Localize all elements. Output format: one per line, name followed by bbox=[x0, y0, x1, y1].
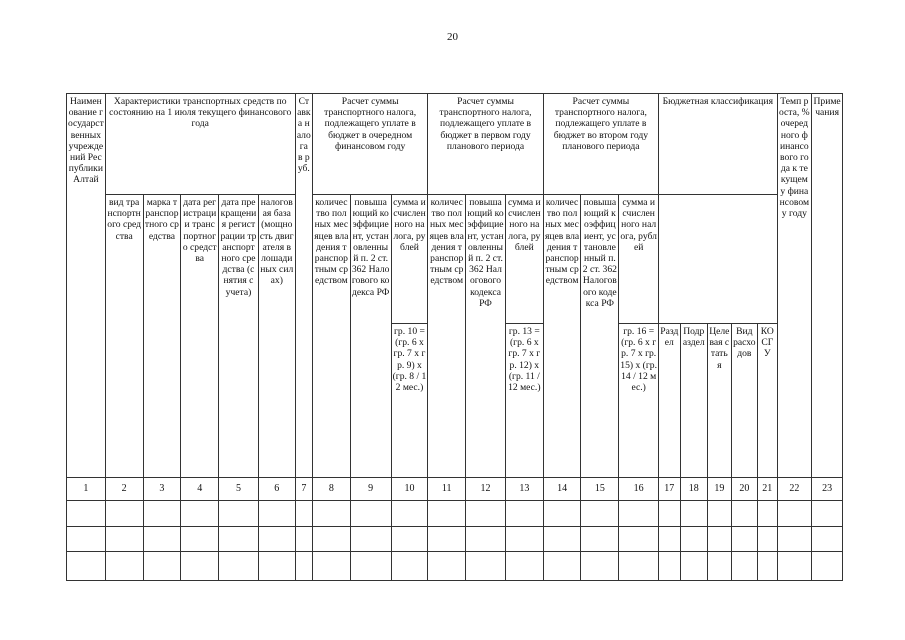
column-number: 23 bbox=[812, 478, 843, 501]
table-cell bbox=[258, 501, 295, 527]
table-cell bbox=[708, 527, 731, 552]
transport-tax-table bbox=[66, 93, 843, 581]
header-vehicle-characteristics: Характеристики транспортных средств по состоянию на 1 июля текущего финансового года bbox=[105, 94, 295, 195]
table-cell bbox=[731, 552, 758, 581]
header-institution-name: Наименование государственных учреждений Республики Алтай bbox=[67, 94, 106, 478]
sub-formula-current: гр. 10 = (гр. 6 x гр. 7 x гр. 9) x (гр. 8 / 12 мес.) bbox=[391, 324, 428, 478]
table-cell bbox=[659, 552, 680, 581]
table-cell bbox=[680, 552, 708, 581]
sub-formula-first: гр. 13 = (гр. 6 x гр. 7 x гр. 12) x (гр. 11 / 12 мес.) bbox=[505, 324, 543, 478]
table-cell bbox=[350, 527, 391, 552]
column-number: 11 bbox=[428, 478, 466, 501]
table-cell bbox=[466, 501, 506, 527]
table-row bbox=[67, 527, 843, 552]
table-cell bbox=[350, 501, 391, 527]
table-cell bbox=[181, 501, 219, 527]
table-cell bbox=[505, 552, 543, 581]
table-cell bbox=[143, 552, 181, 581]
table-cell bbox=[708, 552, 731, 581]
header-calc-second-plan-year: Расчет суммы транспортного налога, подлежащего уплате в бюджет во втором году планового периода bbox=[543, 94, 658, 195]
column-number: 4 bbox=[181, 478, 219, 501]
table-cell bbox=[181, 527, 219, 552]
sub-months-second: количество полных месяцев владения транспортным средством bbox=[543, 195, 581, 478]
table-cell bbox=[67, 501, 106, 527]
sub-target-article: Целевая статья bbox=[708, 324, 731, 478]
header-growth-rate: Темп роста, % очередного финансового года к текущему финансовому году bbox=[777, 94, 812, 478]
table-cell bbox=[428, 552, 466, 581]
table-cell bbox=[758, 501, 777, 527]
sub-formula-second: гр. 16 = (гр. 6 x гр. 7 x гр. 15) x (гр. 14 / 12 мес.) bbox=[619, 324, 659, 478]
table-cell bbox=[619, 527, 659, 552]
table-cell bbox=[812, 501, 843, 527]
header-budget-classification: Бюджетная классификация bbox=[659, 94, 777, 195]
sub-months-current: количество полных месяцев владения транспортным средством bbox=[312, 195, 350, 478]
table-cell bbox=[67, 527, 106, 552]
table-cell bbox=[143, 501, 181, 527]
column-number: 14 bbox=[543, 478, 581, 501]
table-cell bbox=[219, 552, 259, 581]
column-number: 22 bbox=[777, 478, 812, 501]
sub-months-first: количество полных месяцев владения транспортным средством bbox=[428, 195, 466, 478]
table-cell bbox=[219, 501, 259, 527]
column-number: 20 bbox=[731, 478, 758, 501]
column-number: 3 bbox=[143, 478, 181, 501]
sub-section: Раздел bbox=[659, 324, 680, 478]
table-cell bbox=[581, 552, 619, 581]
table-cell bbox=[350, 552, 391, 581]
table-cell bbox=[680, 501, 708, 527]
column-number: 10 bbox=[391, 478, 428, 501]
table-cell bbox=[258, 552, 295, 581]
table-cell bbox=[708, 501, 731, 527]
table-cell bbox=[758, 527, 777, 552]
sub-vehicle-brand: марка транспортного средства bbox=[143, 195, 181, 478]
table-cell bbox=[219, 527, 259, 552]
table-cell bbox=[619, 552, 659, 581]
table-cell bbox=[619, 501, 659, 527]
sub-tax-sum-current: сумма исчисленного налога, рублей bbox=[391, 195, 428, 324]
column-number: 16 bbox=[619, 478, 659, 501]
column-number: 6 bbox=[258, 478, 295, 501]
table-cell bbox=[295, 527, 312, 552]
table-row bbox=[67, 501, 843, 527]
sub-expense-type: Вид расходов bbox=[731, 324, 758, 478]
table-cell bbox=[731, 501, 758, 527]
table-cell bbox=[812, 527, 843, 552]
table-cell bbox=[581, 501, 619, 527]
table-cell bbox=[731, 527, 758, 552]
budget-spacer bbox=[659, 195, 777, 324]
header-calc-current-year: Расчет суммы транспортного налога, подлежащего уплате в бюджет в очередном финансовом году bbox=[312, 94, 427, 195]
table-cell bbox=[758, 552, 777, 581]
sub-coefficient-second: повышающий коэффициент, установленный п. 2 ст. 362 Налогового кодекса РФ bbox=[581, 195, 619, 478]
sub-tax-sum-second: сумма исчисленного налога, рублей bbox=[619, 195, 659, 324]
sub-kosgu: КОСГУ bbox=[758, 324, 777, 478]
table-cell bbox=[505, 501, 543, 527]
table-row bbox=[67, 552, 843, 581]
table-cell bbox=[391, 501, 428, 527]
table-cell bbox=[312, 552, 350, 581]
table-cell bbox=[312, 501, 350, 527]
table-cell bbox=[543, 527, 581, 552]
column-number: 21 bbox=[758, 478, 777, 501]
table-cell bbox=[295, 552, 312, 581]
table-cell bbox=[181, 552, 219, 581]
sub-coefficient-first: повышающий коэффициент, установленный п. 2 ст. 362 Налогового кодекса РФ bbox=[466, 195, 506, 478]
sub-tax-base: налоговая база (мощность двигателя в лошадиных силах) bbox=[258, 195, 295, 478]
column-number: 18 bbox=[680, 478, 708, 501]
sub-deregistration-date: дата прекращения регистрации транспортного средства (снятия с учета) bbox=[219, 195, 259, 478]
column-number: 7 bbox=[295, 478, 312, 501]
table-cell bbox=[466, 527, 506, 552]
table-cell bbox=[659, 527, 680, 552]
table-cell bbox=[777, 501, 812, 527]
column-number: 8 bbox=[312, 478, 350, 501]
column-number: 9 bbox=[350, 478, 391, 501]
column-number: 17 bbox=[659, 478, 680, 501]
column-number: 19 bbox=[708, 478, 731, 501]
table-cell bbox=[680, 527, 708, 552]
table-cell bbox=[777, 527, 812, 552]
sub-subsection: Подраздел bbox=[680, 324, 708, 478]
table-cell bbox=[812, 552, 843, 581]
table-cell bbox=[391, 552, 428, 581]
table-cell bbox=[143, 527, 181, 552]
table-cell bbox=[581, 527, 619, 552]
table-cell bbox=[659, 501, 680, 527]
table-cell bbox=[258, 527, 295, 552]
table-cell bbox=[543, 501, 581, 527]
column-number: 13 bbox=[505, 478, 543, 501]
table-cell bbox=[105, 501, 143, 527]
table-cell bbox=[105, 527, 143, 552]
sub-tax-sum-first: сумма исчисленного налога, рублей bbox=[505, 195, 543, 324]
table-cell bbox=[777, 552, 812, 581]
column-number-row bbox=[67, 478, 843, 501]
header-notes: Примечания bbox=[812, 94, 843, 478]
header-calc-first-plan-year: Расчет суммы транспортного налога, подлежащего уплате в бюджет в первом году планового периода bbox=[428, 94, 543, 195]
table-cell bbox=[466, 552, 506, 581]
table-cell bbox=[67, 552, 106, 581]
table-cell bbox=[428, 527, 466, 552]
sub-registration-date: дата регистрации транспортного средства bbox=[181, 195, 219, 478]
table-cell bbox=[105, 552, 143, 581]
sub-vehicle-type: вид транспортного средства bbox=[105, 195, 143, 478]
sub-coefficient-current: повышающий коэффициент, установленный п. 2 ст. 362 Налогового кодекса РФ bbox=[350, 195, 391, 478]
table-cell bbox=[543, 552, 581, 581]
table-cell bbox=[391, 527, 428, 552]
header-tax-rate: Ставка налога в руб. bbox=[295, 94, 312, 478]
table-cell bbox=[505, 527, 543, 552]
column-number: 5 bbox=[219, 478, 259, 501]
column-number: 1 bbox=[67, 478, 106, 501]
column-number: 2 bbox=[105, 478, 143, 501]
column-number: 15 bbox=[581, 478, 619, 501]
column-number: 12 bbox=[466, 478, 506, 501]
table-cell bbox=[295, 501, 312, 527]
page-number: 20 bbox=[447, 31, 458, 43]
table-cell bbox=[428, 501, 466, 527]
table-cell bbox=[312, 527, 350, 552]
